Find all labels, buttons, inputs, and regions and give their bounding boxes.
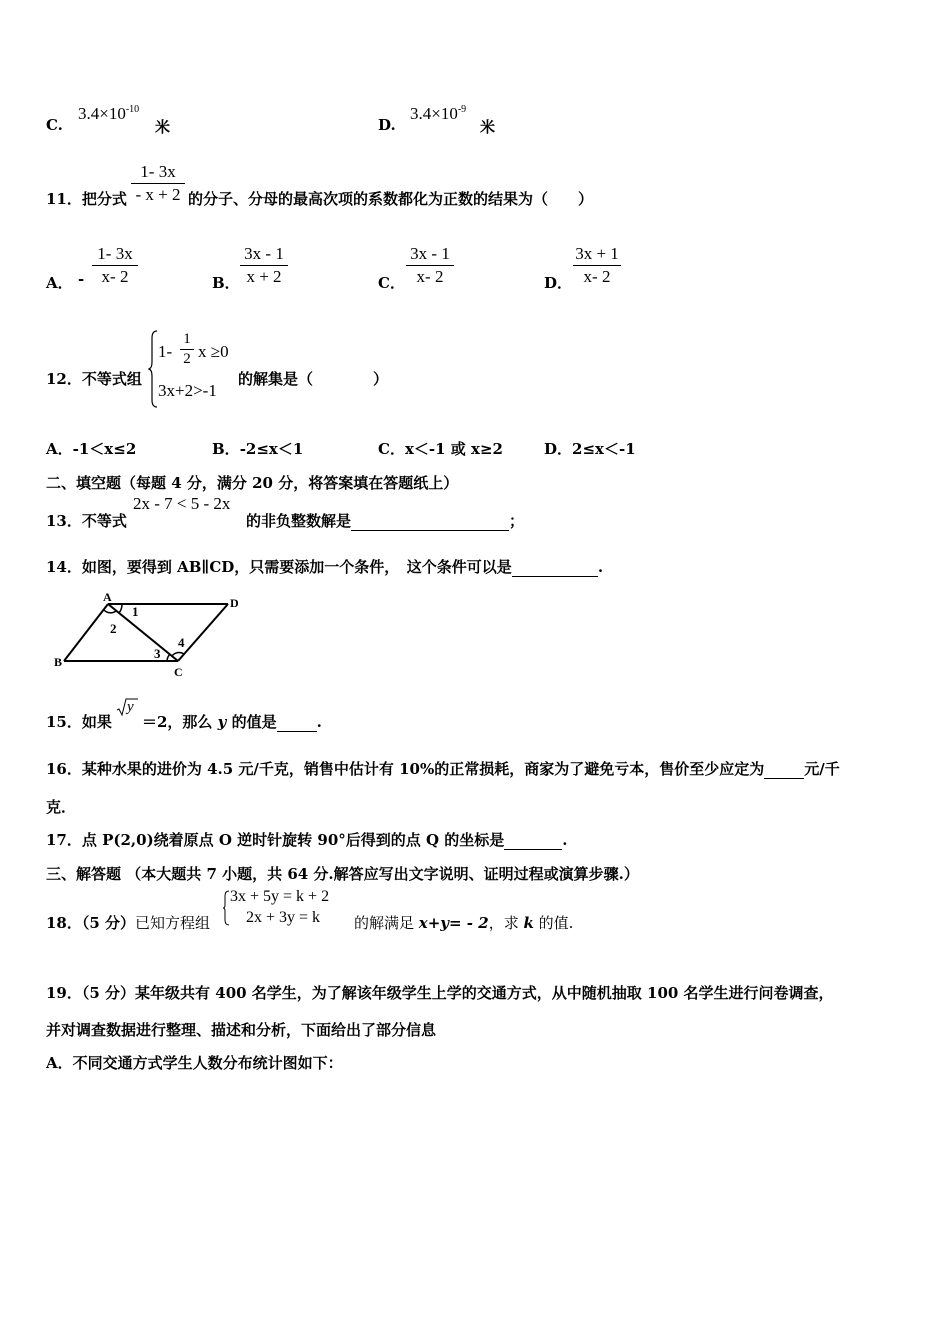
stem-text: 17．点 P(2,0)绕着原点 O 逆时针旋转 90°后得到的点 Q 的坐标是	[46, 831, 505, 849]
q12-brace-icon	[148, 330, 158, 408]
stem-end: .	[316, 713, 322, 731]
q17-stem	[46, 829, 568, 850]
point-b-label: B	[54, 655, 63, 669]
angle-2-label: 2	[110, 621, 117, 636]
q11-stem-pre	[46, 188, 127, 209]
angle-arc-2	[104, 610, 116, 613]
q12-line1-fraction	[180, 331, 194, 368]
point-d-label: D	[230, 596, 239, 610]
option-text: x＜-1 或 x≥2	[404, 440, 503, 458]
q18-stem-pre	[46, 912, 210, 933]
question-number: 11．	[46, 190, 82, 208]
radicand: y	[127, 699, 134, 715]
stem-end: ；	[509, 512, 525, 530]
q13-stem-post	[246, 510, 524, 531]
stem-text: 不等式	[81, 512, 127, 530]
q11-option-b-label: B．	[212, 274, 240, 292]
stem-text: 16．某种水果的进价为 4.5 元/千克，销售中估计有 10%的正常损耗，商家为了避免亏本，售价至少应定为	[46, 760, 765, 778]
q11-option-d-fraction	[573, 244, 621, 287]
q18-brace-icon	[222, 890, 230, 926]
stem-text: 把分式	[81, 190, 127, 208]
score: （5 分）	[81, 914, 136, 932]
q11-option-c-label: C．	[378, 274, 405, 292]
unit-text: 元/千	[804, 760, 840, 778]
sci-exponent: -9	[457, 104, 467, 115]
sci-base: 3.4×10	[410, 104, 458, 123]
point-a-label: A	[103, 590, 112, 604]
fraction-numerator: 1	[183, 331, 191, 347]
fraction-denominator: x- 2	[573, 265, 621, 287]
fraction-numerator: 3x - 1	[244, 244, 284, 263]
stem-text: ＝2，那么	[142, 713, 218, 731]
q13-stem-pre	[46, 510, 127, 531]
stem-end: .	[562, 831, 568, 849]
q19-line2: 并对调查数据进行整理、描述和分析，下面给出了部分信息	[46, 1021, 437, 1039]
q12-line1-a: 1-	[158, 342, 173, 361]
question-number: 18．	[46, 914, 82, 932]
q11-option-c-fraction	[406, 244, 454, 287]
q16-answer-blank[interactable]	[764, 760, 804, 779]
fraction-numerator: 3x + 1	[575, 244, 619, 263]
q18-equation-2: 2x + 3y = k	[246, 909, 321, 926]
q12-option-b	[212, 438, 303, 459]
q12-line2: 3x+2>-1	[158, 381, 217, 400]
q13-inequality: 2x - 7 < 5 - 2x	[133, 494, 231, 513]
q15-radical	[116, 698, 138, 718]
q16-line1	[46, 758, 840, 779]
q12-line1-b: x ≥0	[198, 342, 229, 361]
option-label: C.	[46, 116, 63, 134]
option-label: B．	[212, 440, 240, 458]
q10-option-c-value	[78, 104, 139, 124]
option-label: A．	[46, 440, 73, 458]
section-2-heading: 二、填空题（每题 4 分，满分 20 分，将答案填在答题纸上）	[46, 474, 459, 492]
fraction-numerator: 3x - 1	[410, 244, 450, 263]
section-3-heading: 三、解答题 （本大题共 7 小题，共 64 分.解答应写出文字说明、证明过程或演算步骤.）	[46, 865, 639, 883]
stem-text: 如果	[81, 713, 112, 731]
option-label: C．	[378, 440, 405, 458]
q12-option-d	[544, 438, 636, 459]
stem-end: .	[597, 558, 604, 576]
q16-line2: 克．	[46, 798, 77, 816]
q14-stem	[46, 556, 603, 577]
angle-arc-1	[119, 604, 122, 613]
q18-stem-post	[354, 912, 573, 933]
segment-cd	[178, 604, 228, 661]
q12-option-a	[46, 438, 136, 459]
q13-answer-blank[interactable]	[351, 512, 509, 531]
q10-option-d-value	[410, 104, 466, 124]
question-number: 15．	[46, 713, 82, 731]
q11-option-d-label: D．	[544, 274, 573, 292]
variable-k: k	[523, 914, 534, 932]
q11-fraction	[131, 162, 185, 205]
q15-answer-blank[interactable]	[277, 713, 317, 732]
q11-option-a-fraction	[92, 244, 138, 287]
stem-text: 的值是	[226, 713, 277, 731]
figure-lines	[64, 604, 228, 661]
point-c-label: C	[174, 665, 183, 679]
stem-text: 的值.	[533, 914, 574, 932]
stem-text: 的非负整数解是	[246, 512, 352, 530]
angle-arc-3	[167, 654, 170, 661]
sci-base: 3.4×10	[78, 104, 126, 123]
q11-option-a-label: A．	[46, 274, 73, 292]
option-label: D.	[378, 116, 396, 134]
q18-equation-1: 3x + 5y = k + 2	[230, 888, 330, 905]
option-text: 2≤x＜-1	[572, 440, 636, 458]
fraction-denominator: x- 2	[406, 265, 454, 287]
stem-text: ，求	[488, 914, 524, 932]
q11-option-a-sign: -	[78, 270, 85, 288]
sci-exponent: -10	[125, 104, 140, 115]
option-label: D．	[544, 440, 573, 458]
option-text: -1＜x≤2	[72, 440, 137, 458]
q17-answer-blank[interactable]	[504, 831, 562, 850]
stem-text: 的解满足	[354, 914, 419, 932]
q19-line3: A．不同交通方式学生人数分布统计图如下：	[46, 1054, 343, 1072]
q10-option-c-unit: 米	[155, 118, 171, 136]
fraction-numerator: 1- 3x	[140, 162, 176, 181]
question-number: 13．	[46, 512, 82, 530]
q19-line1: 19．（5 分）某年级共有 400 名学生，为了解该年级学生上学的交通方式，从中随机抽取 100 名学生进行问卷调查，	[46, 984, 834, 1002]
q15-stem-post	[142, 711, 322, 732]
angle-1-label: 1	[132, 604, 139, 619]
q15-stem-pre	[46, 711, 112, 732]
q14-figure	[52, 590, 252, 680]
q11-option-b-fraction	[240, 244, 288, 287]
fraction-denominator: x- 2	[92, 265, 138, 287]
q10-option-d	[378, 116, 396, 134]
question-number: 12．	[46, 370, 82, 388]
segment-ab	[64, 604, 108, 661]
stem-text: 不等式组	[81, 370, 142, 388]
fraction-numerator: 1- 3x	[97, 244, 133, 263]
angle-4-label: 4	[178, 635, 185, 650]
stem-text: 如图，要得到 AB∥CD，只需要添加一个条件， 这个条件可以是	[81, 558, 512, 576]
q10-option-c	[46, 116, 63, 134]
fraction-denominator: 2	[180, 349, 194, 368]
fraction-denominator: - x + 2	[131, 183, 185, 205]
q12-stem-pre	[46, 368, 142, 389]
angle-3-label: 3	[154, 646, 161, 661]
q12-option-c	[378, 438, 503, 459]
question-number: 14．	[46, 558, 82, 576]
stem-text: 已知方程组	[135, 914, 211, 932]
q10-option-d-unit: 米	[480, 118, 496, 136]
q12-stem-post: 的解集是（ ）	[238, 370, 389, 388]
q14-answer-blank[interactable]	[512, 558, 598, 577]
q11-stem-post: 的分子、分母的最高次项的系数都化为正数的结果为（ ）	[188, 190, 594, 208]
fraction-denominator: x + 2	[240, 265, 288, 287]
option-text: -2≤x＜1	[239, 440, 304, 458]
condition: x+y= - 2	[418, 914, 489, 932]
variable-y: y	[217, 713, 227, 731]
